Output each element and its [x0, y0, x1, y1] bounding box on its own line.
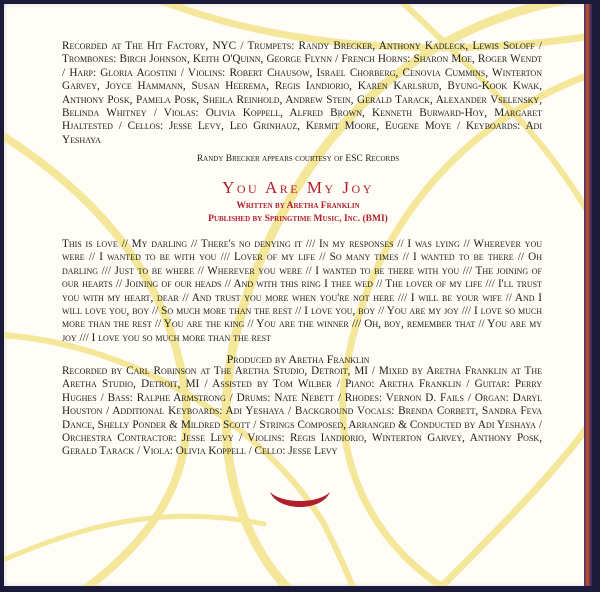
song-lyrics: This is love // My darling // There's no denying it /// In my responses // I was lying // Wherever you were // I wanted to be with you /// Lover of my life // So many times // I wanted to be there // Oh darling /// Just to be where // Wherever you were // I wanted to be there with you /// The joining of our hearts // Joining of our heads // And with this ring I thee wed // The lover of my life /// I'll trust you with my heart, dear // And trust you more when you're not here /// I will be your wife // And I will love you, boy // So much more than the rest // I love you, boy // You are my joy /// I love so much more than the rest // You are the king // You are the winner /// Oh, boy, remember that // You are my joy /// I love you so much more than the rest — [62, 238, 542, 344]
songwriter-credit: Written by Aretha Franklin — [236, 201, 360, 211]
page-edge — [584, 4, 592, 586]
publisher-credit: Published by Springtime Music, Inc. (BMI) — [208, 214, 388, 224]
song-title: You Are My Joy — [222, 178, 374, 197]
crescent-ornament-icon — [268, 490, 332, 514]
recording-credits-bottom: Recorded by Carl Robinson at The Aretha Studio, Detroit, MI / Mixed by Aretha Franklin at The Aretha Studio, Detroit, MI / Assisted by Tom Wilber / Piano: Aretha Franklin / Guitar: Perry Hughes / Bass: Ralphe Armstrong / Drums: Nate Nebett / Rhodes: Vernon D. Fails / Organ: Daryl Houston / Additional Keyboards: Adi Yeshaya / Background Vocals: Brenda Corbett, Sandra Feva Dance, Shelly Ponder & Mildred Scott / Strings Composed, Arranged & Conducted by Adi Yeshaya / Orchestra Contractor: Jesse Levy / Violins: Regis Iandiorio, Winterton Garvey, Anthony Posk, Gerald Tarack / Viola: Olivia Koppell / Cello: Jesse Levy — [62, 365, 542, 458]
liner-notes-page — [4, 4, 592, 586]
recording-credits-top: Recorded at The Hit Factory, NYC / Trumpets: Randy Brecker, Anthony Kadleck, Lewis Soloff / Trombones: Birch Johnson, Keith O'Quinn, George Flynn / French Horns: Sharon Moe, Roger Wendt / Harp: Gloria Agostini / Violins: Robert Chausow, Israel Chorberg, Cenovia Cummins, Winterton Garvey, Joyce Hammann, Susan Heerema, Regis Iandiorio, Karen Karlsrud, Byung-Kook Kwak, Anthony Posk, Pamela Posk, Sheila Reinhold, Andrew Stein, Gerald Tarack, Alexander Vselensky, Belinda Whitney / Violas: Olivia Koppell, Alfred Brown, Kenneth Burward-Hoy, Margaret Hjaltested / Cellos: Jesse Levy, Leo Grinhauz, Kermit Moore, Eugene Moye / Keyboards: Adi Yeshaya — [62, 40, 542, 146]
courtesy-note: Randy Brecker appears courtesy of ESC Records — [196, 154, 400, 164]
producer-heading: Produced by Aretha Franklin — [226, 352, 370, 366]
